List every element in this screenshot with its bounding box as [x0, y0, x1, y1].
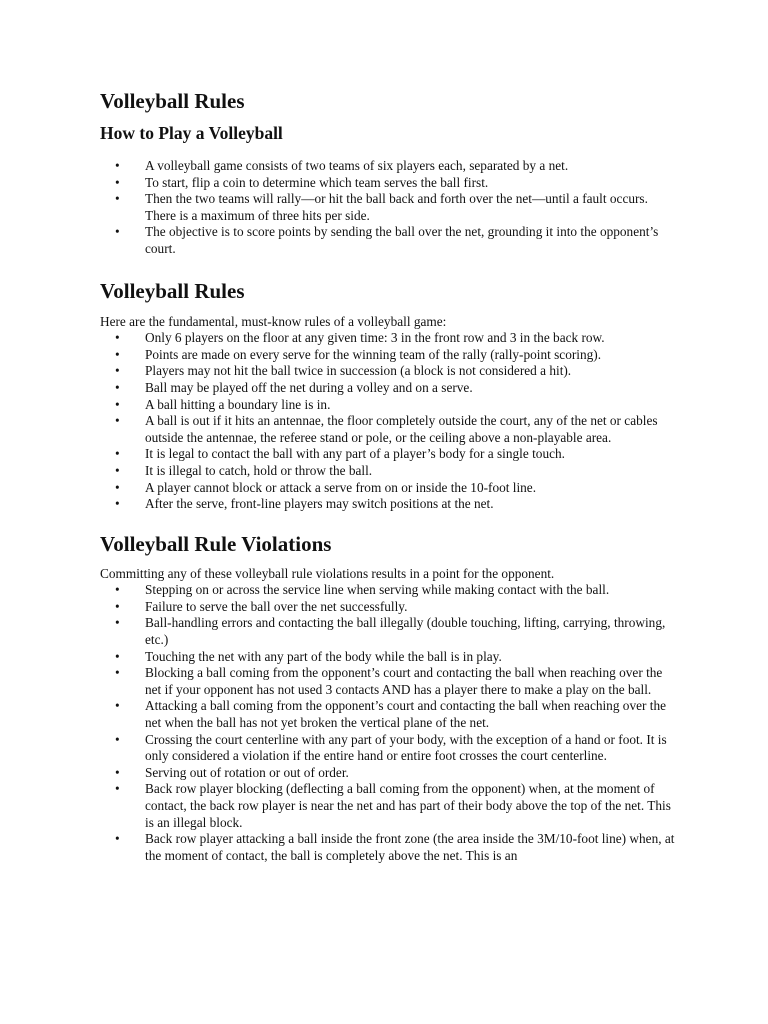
- list-item: [100, 413, 680, 446]
- list-item-text: A ball hitting a boundary line is in.: [145, 396, 331, 412]
- bullet-icon: •: [115, 462, 120, 478]
- list-item: [100, 599, 680, 616]
- list-item: [100, 363, 680, 380]
- list-item-text: Back row player blocking (deflecting a ball coming from the opponent) when, at the moment of contact, the back row player is near the net and has part of their body above the top of the net. This is an illegal block.: [145, 781, 671, 830]
- bullet-icon: •: [115, 363, 120, 379]
- list-item-text: Ball-handling errors and contacting the ball illegally (double touching, lifting, carrying, throwing, etc.): [145, 615, 666, 648]
- bullet-icon: •: [115, 665, 120, 681]
- bullet-icon: •: [115, 781, 120, 797]
- bullet-icon: •: [115, 413, 120, 429]
- document-page: [100, 88, 680, 864]
- bullet-icon: •: [115, 346, 120, 362]
- how-to-play-list: [100, 158, 680, 258]
- bullet-icon: •: [115, 764, 120, 780]
- list-item: [100, 158, 680, 175]
- list-item-text: Ball may be played off the net during a volley and on a serve.: [145, 379, 473, 395]
- list-item-text: Failure to serve the ball over the net successfully.: [145, 598, 408, 614]
- list-item-text: A volleyball game consists of two teams of six players each, separated by a net.: [145, 158, 569, 173]
- section-heading-how-to-play: How to Play a Volleyball: [100, 123, 283, 143]
- bullet-icon: •: [115, 496, 120, 512]
- list-item: [100, 781, 680, 831]
- list-item: [100, 175, 680, 192]
- bullet-icon: •: [115, 582, 120, 598]
- bullet-icon: •: [115, 648, 120, 664]
- bullet-icon: •: [115, 731, 120, 747]
- bullet-icon: •: [115, 224, 120, 240]
- list-item-text: Serving out of rotation or out of order.: [145, 764, 349, 780]
- section-heading-rules: Volleyball Rules: [100, 278, 245, 303]
- list-item-text: A ball is out if it hits an antennae, the floor completely outside the court, any of the net or cables outside the antennae, the referee stand or pole, or the ceiling above a non-playable area.: [145, 413, 658, 445]
- bullet-icon: •: [115, 330, 120, 346]
- list-item-text: The objective is to score points by sending the ball over the net, grounding it into the opponent’s court.: [145, 224, 659, 256]
- list-item-text: Stepping on or across the service line when serving while making contact with the ball.: [145, 582, 610, 598]
- list-item-text: It is legal to contact the ball with any part of a player’s body for a single touch.: [145, 446, 565, 462]
- list-item-text: Crossing the court centerline with any part of your body, with the exception of a hand or foot. It is only considered a violation if the entire hand or entire foot crosses the court centerline.: [145, 731, 667, 764]
- list-item-text: Back row player attacking a ball inside the front zone (the area inside the 3M/10-foot line) when, at the moment of contact, the ball is completely above the net. This is an: [145, 831, 675, 863]
- list-item: [100, 582, 680, 599]
- list-item: [100, 347, 680, 364]
- list-item-text: Touching the net with any part of the body while the ball is in play.: [145, 648, 502, 664]
- list-item: [100, 446, 680, 463]
- bullet-icon: •: [115, 598, 120, 614]
- bullet-icon: •: [115, 174, 120, 190]
- list-item-text: Then the two teams will rally—or hit the ball back and forth over the net—until a fault occurs. There is a maximum of three hits per side.: [145, 191, 648, 223]
- list-item: [100, 380, 680, 397]
- rules-intro: Here are the fundamental, must-know rules of a volleyball game:: [100, 313, 447, 329]
- list-item: [100, 463, 680, 480]
- bullet-icon: •: [115, 698, 120, 714]
- list-item-text: Only 6 players on the floor at any given time: 3 in the front row and 3 in the back row.: [145, 330, 605, 346]
- list-item: [100, 224, 680, 257]
- list-item: [100, 698, 680, 731]
- list-item-text: Points are made on every serve for the winning team of the rally (rally-point scoring).: [145, 346, 602, 362]
- list-item: [100, 330, 680, 347]
- list-item-text: A player cannot block or attack a serve from on or inside the 10-foot line.: [145, 479, 537, 495]
- list-item: [100, 191, 680, 224]
- list-item: [100, 496, 680, 513]
- bullet-icon: •: [115, 831, 120, 847]
- list-item: [100, 732, 680, 765]
- list-item: [100, 765, 680, 782]
- list-item: [100, 397, 680, 414]
- list-item-text: Attacking a ball coming from the opponent’s court and contacting the ball when reaching over the net when the ball has not yet broken the vertical plane of the net.: [145, 698, 666, 731]
- section-heading-violations: Volleyball Rule Violations: [100, 531, 332, 556]
- list-item: [100, 615, 680, 648]
- list-item: [100, 480, 680, 497]
- violations-list: [100, 582, 680, 864]
- bullet-icon: •: [115, 615, 120, 631]
- list-item-text: To start, flip a coin to determine which team serves the ball first.: [145, 174, 489, 190]
- bullet-icon: •: [115, 379, 120, 395]
- list-item: [100, 649, 680, 666]
- list-item-text: Blocking a ball coming from the opponent’s court and contacting the ball when reaching over the net if your opponent has not used 3 contacts AND has a player there to make a play on the ball.: [145, 665, 663, 697]
- list-item: [100, 665, 680, 698]
- bullet-icon: •: [115, 158, 120, 173]
- document-title: Volleyball Rules: [100, 89, 245, 113]
- bullet-icon: •: [115, 479, 120, 495]
- violations-intro: Committing any of these volleyball rule violations results in a point for the opponent.: [100, 565, 555, 581]
- bullet-icon: •: [115, 446, 120, 462]
- list-item-text: Players may not hit the ball twice in succession (a block is not considered a hit).: [145, 363, 572, 379]
- list-item-text: After the serve, front-line players may switch positions at the net.: [145, 496, 494, 512]
- list-item: [100, 831, 680, 864]
- bullet-icon: •: [115, 396, 120, 412]
- list-item-text: It is illegal to catch, hold or throw the ball.: [145, 462, 373, 478]
- bullet-icon: •: [115, 191, 120, 207]
- rules-list: [100, 330, 680, 513]
